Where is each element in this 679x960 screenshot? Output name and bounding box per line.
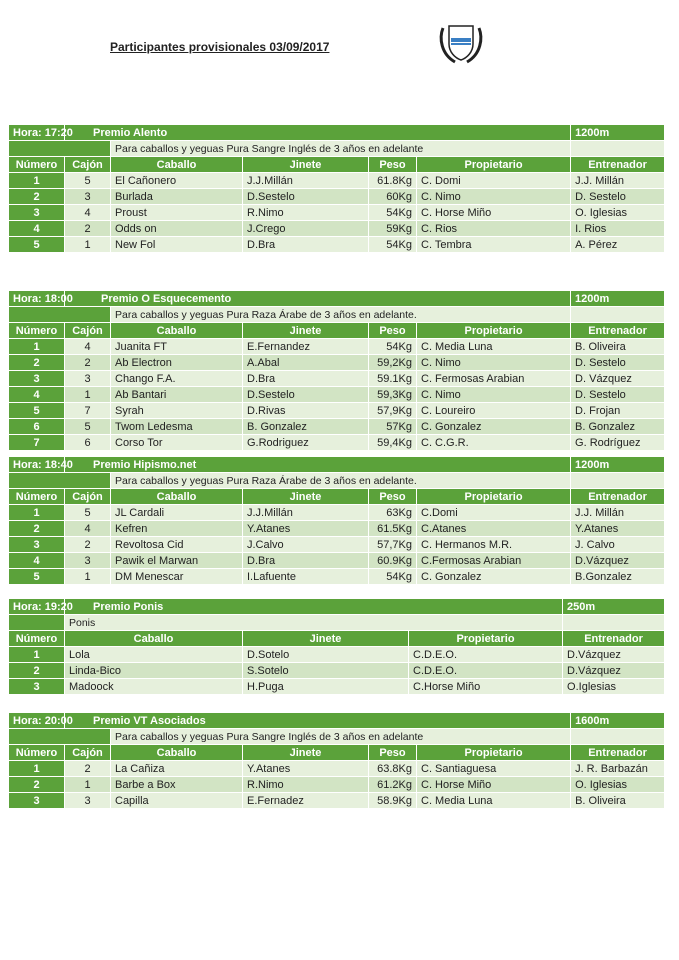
table-cell: E.Fernandez — [243, 339, 369, 355]
column-header: Propietario — [417, 745, 571, 761]
table-cell: D.Sestelo — [243, 387, 369, 403]
table-cell: D. Frojan — [571, 403, 665, 419]
header-spacer — [571, 473, 665, 489]
table-cell: D.Sestelo — [243, 189, 369, 205]
race-description: Para caballos y yeguas Pura Raza Árabe de 3 años en adelante. — [111, 473, 571, 489]
row-number: 1 — [9, 505, 65, 521]
table-cell: Proust — [111, 205, 243, 221]
table-cell: 1 — [65, 569, 111, 585]
race-distance: 1200m — [571, 125, 665, 141]
race-description: Para caballos y yeguas Pura Raza Árabe de 3 años en adelante. — [111, 307, 571, 323]
column-header: Entrenador — [571, 157, 665, 173]
table-cell: 54Kg — [369, 339, 417, 355]
table-cell: 1 — [65, 777, 111, 793]
table-row — [9, 537, 665, 553]
race-table — [8, 124, 665, 253]
column-header: Caballo — [65, 631, 243, 647]
table-cell: C. Gonzalez — [417, 419, 571, 435]
race-description-row — [9, 307, 665, 323]
race-distance: 250m — [563, 599, 665, 615]
row-number: 4 — [9, 553, 65, 569]
column-header: Entrenador — [571, 745, 665, 761]
table-cell: A. Pérez — [571, 237, 665, 253]
race-description: Para caballos y yeguas Pura Sangre Inglés de 3 años en adelante — [111, 141, 571, 157]
table-cell: Syrah — [111, 403, 243, 419]
race-prize-name: Premio VT Asociados — [65, 713, 571, 729]
header-spacer — [9, 615, 65, 631]
table-cell: 3 — [65, 553, 111, 569]
document-title: Participantes provisionales 03/09/2017 — [110, 40, 330, 54]
race-section — [8, 712, 664, 809]
column-header-row — [9, 157, 665, 173]
column-header: Entrenador — [563, 631, 665, 647]
table-cell: Ab Bantari — [111, 387, 243, 403]
club-logo-icon — [437, 20, 485, 66]
table-cell: 7 — [65, 403, 111, 419]
table-cell: C. Media Luna — [417, 339, 571, 355]
table-cell: D. Sestelo — [571, 189, 665, 205]
race-prize-name: Premio O Esquecemento — [65, 291, 571, 307]
race-distance: 1200m — [571, 457, 665, 473]
table-cell: C. Horse Miño — [417, 205, 571, 221]
table-cell: Y.Atanes — [243, 761, 369, 777]
table-row — [9, 237, 665, 253]
table-cell: J. Calvo — [571, 537, 665, 553]
table-cell: 1 — [65, 387, 111, 403]
column-header: Cajón — [65, 323, 111, 339]
table-cell: R.Nimo — [243, 777, 369, 793]
row-number: 2 — [9, 777, 65, 793]
table-cell: 57,9Kg — [369, 403, 417, 419]
table-cell: 54Kg — [369, 569, 417, 585]
column-header: Caballo — [111, 157, 243, 173]
table-cell: C.D.E.O. — [409, 663, 563, 679]
row-number: 3 — [9, 371, 65, 387]
table-cell: C. Santiaguesa — [417, 761, 571, 777]
column-header: Propietario — [417, 323, 571, 339]
table-row — [9, 647, 665, 663]
table-cell: D.Vázquez — [571, 553, 665, 569]
race-distance: 1200m — [571, 291, 665, 307]
table-row — [9, 339, 665, 355]
race-time: Hora: 20:00 — [9, 713, 65, 729]
header-spacer — [571, 307, 665, 323]
table-cell: 1 — [65, 237, 111, 253]
table-cell: J.Crego — [243, 221, 369, 237]
table-cell: D. Sestelo — [571, 387, 665, 403]
column-header: Jinete — [243, 631, 409, 647]
column-header: Jinete — [243, 323, 369, 339]
row-number: 2 — [9, 355, 65, 371]
table-row — [9, 679, 665, 695]
race-description-row — [9, 615, 665, 631]
table-row — [9, 387, 665, 403]
table-cell: 2 — [65, 221, 111, 237]
race-header-row — [9, 713, 665, 729]
table-cell: Burlada — [111, 189, 243, 205]
table-cell: 54Kg — [369, 237, 417, 253]
race-table — [8, 290, 665, 451]
race-time: Hora: 18:00 — [9, 291, 65, 307]
table-cell: C.Atanes — [417, 521, 571, 537]
race-description-row — [9, 473, 665, 489]
row-number: 1 — [9, 761, 65, 777]
column-header-row — [9, 489, 665, 505]
header-spacer — [9, 729, 111, 745]
table-cell: Madoock — [65, 679, 243, 695]
row-number: 3 — [9, 793, 65, 809]
table-cell: C. Gonzalez — [417, 569, 571, 585]
table-cell: 61.8Kg — [369, 173, 417, 189]
table-cell: B.Gonzalez — [571, 569, 665, 585]
column-header: Entrenador — [571, 489, 665, 505]
race-table — [8, 598, 665, 695]
column-header: Caballo — [111, 745, 243, 761]
row-number: 5 — [9, 237, 65, 253]
table-cell: Pawik el Marwan — [111, 553, 243, 569]
table-cell: 63Kg — [369, 505, 417, 521]
table-cell: Barbe a Box — [111, 777, 243, 793]
table-cell: Odds on — [111, 221, 243, 237]
table-row — [9, 419, 665, 435]
table-cell: E.Fernadez — [243, 793, 369, 809]
table-cell: 59,2Kg — [369, 355, 417, 371]
table-cell: B. Oliveira — [571, 793, 665, 809]
column-header: Jinete — [243, 745, 369, 761]
table-cell: Chango F.A. — [111, 371, 243, 387]
column-header: Entrenador — [571, 323, 665, 339]
table-cell: 3 — [65, 371, 111, 387]
table-cell: Revoltosa Cid — [111, 537, 243, 553]
table-cell: J. R. Barbazán — [571, 761, 665, 777]
table-cell: 3 — [65, 793, 111, 809]
table-cell: Capilla — [111, 793, 243, 809]
table-row — [9, 777, 665, 793]
table-cell: C. C.G.R. — [417, 435, 571, 451]
row-number: 2 — [9, 521, 65, 537]
table-cell: B. Gonzalez — [243, 419, 369, 435]
table-cell: J.J. Millán — [571, 173, 665, 189]
table-cell: 3 — [65, 189, 111, 205]
table-cell: 5 — [65, 173, 111, 189]
column-header: Cajón — [65, 745, 111, 761]
race-distance: 1600m — [571, 713, 665, 729]
header-spacer — [9, 473, 111, 489]
table-row — [9, 173, 665, 189]
column-header: Propietario — [417, 157, 571, 173]
column-header-row — [9, 323, 665, 339]
row-number: 2 — [9, 663, 65, 679]
row-number: 1 — [9, 339, 65, 355]
race-header-row — [9, 291, 665, 307]
table-cell: 59,4Kg — [369, 435, 417, 451]
row-number: 6 — [9, 419, 65, 435]
column-header: Peso — [369, 489, 417, 505]
table-row — [9, 663, 665, 679]
table-cell: 61.5Kg — [369, 521, 417, 537]
table-row — [9, 189, 665, 205]
table-cell: I.Lafuente — [243, 569, 369, 585]
table-row — [9, 435, 665, 451]
row-number: 5 — [9, 403, 65, 419]
table-cell: C. Loureiro — [417, 403, 571, 419]
table-cell: JL Cardali — [111, 505, 243, 521]
table-row — [9, 205, 665, 221]
header-spacer — [571, 141, 665, 157]
table-cell: New Fol — [111, 237, 243, 253]
row-number: 1 — [9, 647, 65, 663]
table-cell: H.Puga — [243, 679, 409, 695]
table-cell: 5 — [65, 505, 111, 521]
table-cell: 59Kg — [369, 221, 417, 237]
table-cell: D. Vázquez — [571, 371, 665, 387]
table-cell: La Cañiza — [111, 761, 243, 777]
table-row — [9, 355, 665, 371]
table-cell: 59,3Kg — [369, 387, 417, 403]
column-header: Número — [9, 157, 65, 173]
table-cell: 4 — [65, 339, 111, 355]
table-cell: C. Nimo — [417, 387, 571, 403]
column-header: Peso — [369, 745, 417, 761]
table-cell: Y.Atanes — [571, 521, 665, 537]
table-row — [9, 521, 665, 537]
table-cell: A.Abal — [243, 355, 369, 371]
table-cell: Corso Tor — [111, 435, 243, 451]
table-row — [9, 505, 665, 521]
header-spacer — [9, 141, 111, 157]
table-cell: J.J. Millán — [571, 505, 665, 521]
table-cell: Twom Ledesma — [111, 419, 243, 435]
column-header: Caballo — [111, 489, 243, 505]
table-row — [9, 761, 665, 777]
table-cell: 4 — [65, 521, 111, 537]
column-header: Peso — [369, 323, 417, 339]
table-cell: G. Rodríguez — [571, 435, 665, 451]
row-number: 7 — [9, 435, 65, 451]
table-cell: 2 — [65, 761, 111, 777]
column-header: Número — [9, 323, 65, 339]
race-header-row — [9, 457, 665, 473]
table-cell: Kefren — [111, 521, 243, 537]
table-cell: 57,7Kg — [369, 537, 417, 553]
race-section — [8, 290, 664, 451]
table-cell: C.Fermosas Arabian — [417, 553, 571, 569]
table-cell: 54Kg — [369, 205, 417, 221]
race-description: Ponis — [65, 615, 563, 631]
race-header-row — [9, 125, 665, 141]
race-description-row — [9, 141, 665, 157]
row-number: 4 — [9, 221, 65, 237]
table-cell: 59.1Kg — [369, 371, 417, 387]
column-header: Caballo — [111, 323, 243, 339]
table-cell: 61.2Kg — [369, 777, 417, 793]
table-cell: C. Rios — [417, 221, 571, 237]
table-cell: 5 — [65, 419, 111, 435]
table-cell: D.Bra — [243, 371, 369, 387]
table-row — [9, 553, 665, 569]
table-cell: Linda-Bico — [65, 663, 243, 679]
table-cell: O.Iglesias — [563, 679, 665, 695]
table-cell: 60.9Kg — [369, 553, 417, 569]
table-row — [9, 403, 665, 419]
table-row — [9, 371, 665, 387]
table-cell: D.Sotelo — [243, 647, 409, 663]
table-cell: I. Rios — [571, 221, 665, 237]
header-spacer — [563, 615, 665, 631]
table-cell: 63.8Kg — [369, 761, 417, 777]
table-cell: 58.9Kg — [369, 793, 417, 809]
race-prize-name: Premio Hipismo.net — [65, 457, 571, 473]
table-cell: C. Nimo — [417, 355, 571, 371]
race-table — [8, 712, 665, 809]
column-header: Cajón — [65, 489, 111, 505]
table-cell: 6 — [65, 435, 111, 451]
race-section — [8, 598, 664, 695]
header-spacer — [571, 729, 665, 745]
table-row — [9, 793, 665, 809]
table-cell: G.Rodriguez — [243, 435, 369, 451]
column-header: Propietario — [409, 631, 563, 647]
table-cell: C. Fermosas Arabian — [417, 371, 571, 387]
column-header: Jinete — [243, 489, 369, 505]
column-header: Propietario — [417, 489, 571, 505]
table-cell: C. Tembra — [417, 237, 571, 253]
table-cell: C. Horse Miño — [417, 777, 571, 793]
table-cell: DM Menescar — [111, 569, 243, 585]
table-cell: R.Nimo — [243, 205, 369, 221]
table-cell: J.J.Millán — [243, 505, 369, 521]
table-cell: C. Hermanos M.R. — [417, 537, 571, 553]
table-cell: D.Bra — [243, 553, 369, 569]
table-cell: D.Vázquez — [563, 663, 665, 679]
race-header-row — [9, 599, 665, 615]
race-section — [8, 124, 664, 253]
row-number: 1 — [9, 173, 65, 189]
row-number: 2 — [9, 189, 65, 205]
race-time: Hora: 17:20 — [9, 125, 65, 141]
row-number: 3 — [9, 679, 65, 695]
row-number: 4 — [9, 387, 65, 403]
race-description-row — [9, 729, 665, 745]
race-table — [8, 456, 665, 585]
header-spacer — [9, 307, 111, 323]
row-number: 3 — [9, 205, 65, 221]
table-cell: D.Rivas — [243, 403, 369, 419]
table-cell: El Cañonero — [111, 173, 243, 189]
column-header-row — [9, 745, 665, 761]
table-cell: C. Media Luna — [417, 793, 571, 809]
column-header-row — [9, 631, 665, 647]
column-header: Peso — [369, 157, 417, 173]
table-cell: Ab Electron — [111, 355, 243, 371]
table-cell: J.J.Millán — [243, 173, 369, 189]
table-cell: S.Sotelo — [243, 663, 409, 679]
table-cell: 4 — [65, 205, 111, 221]
table-cell: 60Kg — [369, 189, 417, 205]
race-section — [8, 456, 664, 585]
column-header: Número — [9, 745, 65, 761]
column-header: Jinete — [243, 157, 369, 173]
column-header: Cajón — [65, 157, 111, 173]
row-number: 3 — [9, 537, 65, 553]
table-cell: 2 — [65, 355, 111, 371]
table-cell: D. Sestelo — [571, 355, 665, 371]
table-cell: Lola — [65, 647, 243, 663]
table-cell: O. Iglesias — [571, 205, 665, 221]
table-cell: C. Domi — [417, 173, 571, 189]
table-cell: C.Horse Miño — [409, 679, 563, 695]
race-description: Para caballos y yeguas Pura Sangre Inglés de 3 años en adelante — [111, 729, 571, 745]
race-time: Hora: 19:20 — [9, 599, 65, 615]
race-prize-name: Premio Ponis — [65, 599, 563, 615]
table-cell: Juanita FT — [111, 339, 243, 355]
table-row — [9, 221, 665, 237]
table-cell: B. Oliveira — [571, 339, 665, 355]
table-cell: O. Iglesias — [571, 777, 665, 793]
table-cell: 57Kg — [369, 419, 417, 435]
table-cell: Y.Atanes — [243, 521, 369, 537]
table-cell: B. Gonzalez — [571, 419, 665, 435]
table-cell: C.D.E.O. — [409, 647, 563, 663]
row-number: 5 — [9, 569, 65, 585]
table-cell: D.Vázquez — [563, 647, 665, 663]
table-cell: 2 — [65, 537, 111, 553]
race-time: Hora: 18:40 — [9, 457, 65, 473]
table-cell: D.Bra — [243, 237, 369, 253]
table-cell: C. Nimo — [417, 189, 571, 205]
race-prize-name: Premio Alento — [65, 125, 571, 141]
table-cell: J.Calvo — [243, 537, 369, 553]
column-header: Número — [9, 631, 65, 647]
column-header: Número — [9, 489, 65, 505]
table-row — [9, 569, 665, 585]
table-cell: C.Domi — [417, 505, 571, 521]
